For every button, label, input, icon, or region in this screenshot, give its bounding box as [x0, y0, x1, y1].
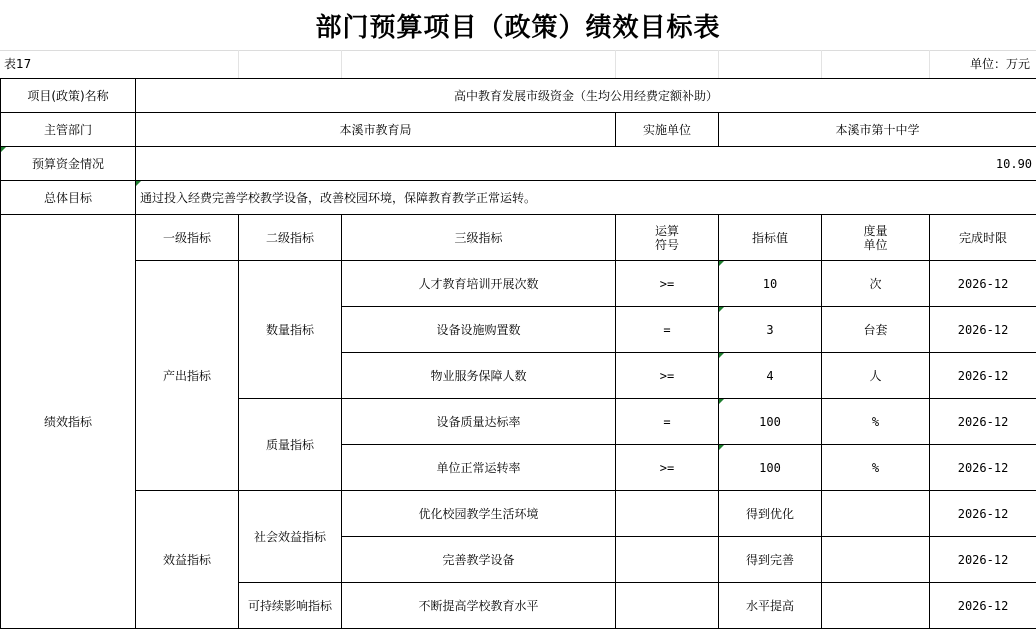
gridline: [341, 50, 342, 78]
error-indicator: [719, 399, 724, 404]
table-meta-row: [0, 50, 1036, 78]
error-indicator: [719, 261, 724, 266]
deadline-cell[interactable]: 2026-12: [930, 399, 1036, 445]
level3-cell[interactable]: 物业服务保障人数: [342, 353, 616, 399]
value-cell[interactable]: 100: [719, 399, 822, 445]
error-indicator: [719, 445, 724, 450]
operator-cell[interactable]: >=: [616, 445, 719, 491]
operator-cell[interactable]: =: [616, 399, 719, 445]
level3-cell[interactable]: 设备设施购置数: [342, 307, 616, 353]
gridline: [718, 50, 719, 78]
value-cell[interactable]: 100: [719, 445, 822, 491]
indicators-label: 绩效指标: [1, 215, 136, 629]
project-name-label: 项目(政策)名称: [1, 79, 136, 113]
budget-label: 预算资金情况: [1, 147, 136, 181]
deadline-cell[interactable]: 2026-12: [930, 491, 1036, 537]
operator-cell[interactable]: [616, 583, 719, 629]
unit-cell[interactable]: [822, 583, 930, 629]
level1-cell: 效益指标: [136, 491, 239, 629]
operator-cell[interactable]: =: [616, 307, 719, 353]
value-cell[interactable]: 水平提高: [719, 583, 822, 629]
deadline-cell[interactable]: 2026-12: [930, 261, 1036, 307]
header-cell: 一级指标: [136, 215, 239, 261]
error-indicator: [1, 147, 6, 152]
level2-cell: 质量指标: [239, 399, 342, 491]
budget-value[interactable]: 10.90: [136, 147, 1036, 181]
gridline: [821, 50, 822, 78]
error-indicator: [719, 307, 724, 312]
header-cell: 二级指标: [239, 215, 342, 261]
level3-cell[interactable]: 单位正常运转率: [342, 445, 616, 491]
table-number: 表17: [4, 57, 32, 71]
gridline: [615, 50, 616, 78]
value-cell[interactable]: 3: [719, 307, 822, 353]
table-row: [1, 113, 1036, 147]
header-cell: 运算 符号: [616, 215, 719, 261]
department-label: 主管部门: [1, 113, 136, 147]
goal-value[interactable]: 通过投入经费完善学校教学设备，改善校园环境，保障教育教学正常运转。: [136, 181, 1036, 215]
department-value[interactable]: 本溪市教育局: [136, 113, 616, 147]
table-row: [1, 491, 1036, 537]
unit-cell[interactable]: 次: [822, 261, 930, 307]
unit-cell[interactable]: [822, 537, 930, 583]
table-row: [1, 261, 1036, 307]
unit-label: 单位：万元: [969, 57, 1030, 71]
goal-label: 总体目标: [1, 181, 136, 215]
table-row: [1, 181, 1036, 215]
value-cell[interactable]: 得到完善: [719, 537, 822, 583]
header-cell: 完成时限: [930, 215, 1036, 261]
deadline-cell[interactable]: 2026-12: [930, 307, 1036, 353]
value-cell[interactable]: 10: [719, 261, 822, 307]
error-indicator: [136, 181, 141, 186]
unit-cell[interactable]: %: [822, 399, 930, 445]
page-title: 部门预算项目（政策）绩效目标表: [0, 0, 1036, 51]
unit-cell[interactable]: 台套: [822, 307, 930, 353]
unit-cell[interactable]: 人: [822, 353, 930, 399]
level1-cell: 产出指标: [136, 261, 239, 491]
deadline-cell[interactable]: 2026-12: [930, 537, 1036, 583]
deadline-cell[interactable]: 2026-12: [930, 445, 1036, 491]
level2-cell: 可持续影响指标: [239, 583, 342, 629]
impl-unit-value[interactable]: 本溪市第十中学: [719, 113, 1036, 147]
level3-cell[interactable]: 优化校园教学生活环境: [342, 491, 616, 537]
level3-cell[interactable]: 人才教育培训开展次数: [342, 261, 616, 307]
operator-cell[interactable]: >=: [616, 353, 719, 399]
level2-cell: 社会效益指标: [239, 491, 342, 583]
header-cell: 度量 单位: [822, 215, 930, 261]
header-cell: 三级指标: [342, 215, 616, 261]
table-row: [1, 147, 1036, 181]
project-name-value[interactable]: 高中教育发展市级资金（生均公用经费定额补助）: [136, 79, 1036, 113]
unit-cell[interactable]: [822, 491, 930, 537]
table-row: [1, 79, 1036, 113]
gridline: [238, 50, 239, 78]
gridline: [929, 50, 930, 78]
value-cell[interactable]: 得到优化: [719, 491, 822, 537]
unit-cell[interactable]: %: [822, 445, 930, 491]
value-cell[interactable]: 4: [719, 353, 822, 399]
performance-table: [0, 78, 1036, 629]
deadline-cell[interactable]: 2026-12: [930, 583, 1036, 629]
deadline-cell[interactable]: 2026-12: [930, 353, 1036, 399]
indicator-header-row: [1, 215, 1036, 261]
impl-unit-label: 实施单位: [616, 113, 719, 147]
level3-cell[interactable]: 不断提高学校教育水平: [342, 583, 616, 629]
error-indicator: [719, 353, 724, 358]
level2-cell: 数量指标: [239, 261, 342, 399]
operator-cell[interactable]: [616, 491, 719, 537]
header-cell: 指标值: [719, 215, 822, 261]
level3-cell[interactable]: 设备质量达标率: [342, 399, 616, 445]
operator-cell[interactable]: [616, 537, 719, 583]
operator-cell[interactable]: >=: [616, 261, 719, 307]
level3-cell[interactable]: 完善教学设备: [342, 537, 616, 583]
